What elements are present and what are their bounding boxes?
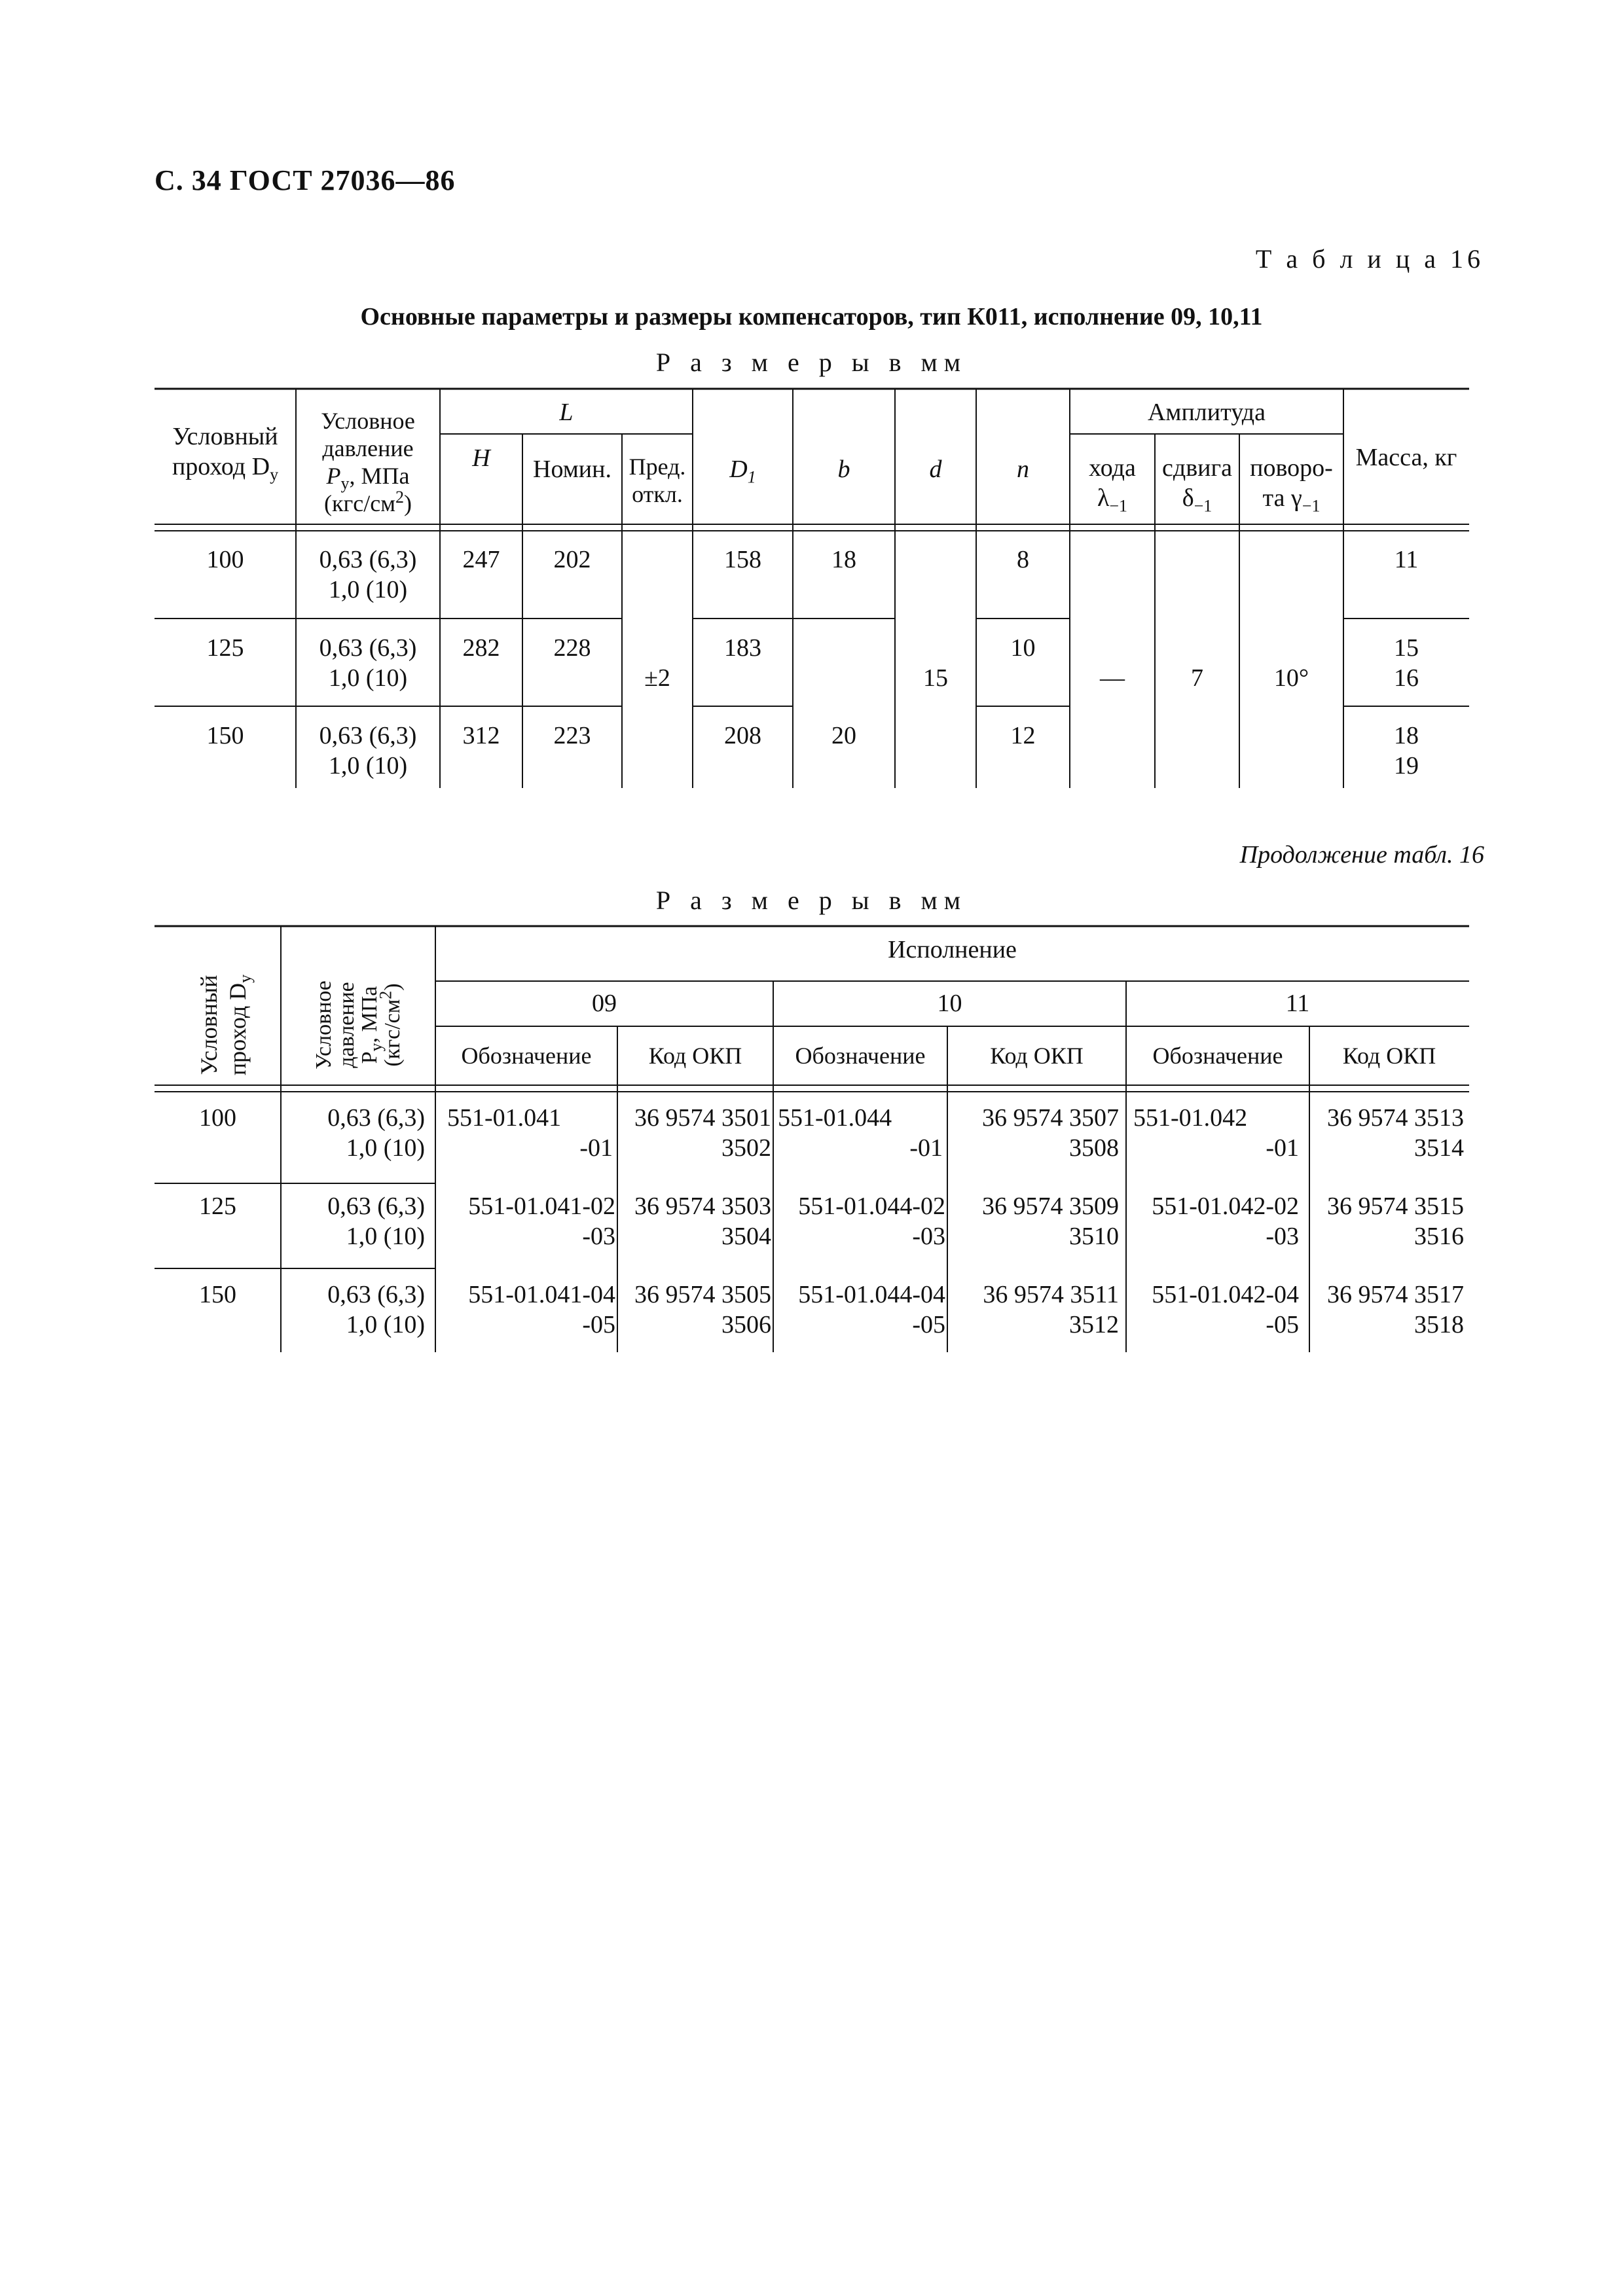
- t1-row1-D1: 158: [724, 546, 761, 573]
- t1-header-amplitude: Амплитуда: [1147, 399, 1266, 426]
- t2-row2-kod-09: 36 9574 3503 3504: [634, 1193, 771, 1250]
- t1-row2-dy: 125: [206, 634, 244, 662]
- t1-row3-L-nom: 223: [553, 722, 591, 749]
- t1-header-L: L: [559, 399, 574, 426]
- t2-header-kod-10: Код ОКП: [990, 1043, 1084, 1069]
- t2-row2-dy: 125: [199, 1193, 236, 1220]
- t1-header-povorota: поворо- та $\gamma_{-1}$: [1250, 454, 1333, 516]
- t1-row2-n: 10: [1010, 634, 1036, 662]
- t1-L-dev-merged: ±2: [644, 664, 670, 692]
- t2-row1-dy: 100: [199, 1104, 236, 1132]
- t2-row2-obozn-10: 551-01.044-02 -03: [798, 1193, 945, 1250]
- t2-row2-obozn-11: 551-01.042-02 -03: [1152, 1193, 1299, 1250]
- table1-units: Р а з м е р ы в мм: [655, 348, 968, 377]
- t1-row2-H: 282: [462, 634, 500, 662]
- t2-row1-kod-09: 36 9574 3501 3502: [634, 1104, 771, 1162]
- t1-header-mass: Масса, кг: [1355, 444, 1457, 471]
- t2-header-dy: Условный проход $D_у$: [196, 974, 255, 1076]
- page-header: С. 34 ГОСТ 27036—86: [155, 164, 456, 196]
- t1-row1-n: 8: [1017, 546, 1029, 573]
- t2-row3-kod-11: 36 9574 3517 3518: [1327, 1281, 1464, 1338]
- t1-row3-pressure: 0,63 (6,3) 1,0 (10): [319, 722, 417, 780]
- t2-row2-kod-11: 36 9574 3515 3516: [1327, 1193, 1464, 1250]
- t1-povorota-merged: 10°: [1273, 664, 1309, 692]
- t1-row2-pressure: 0,63 (6,3) 1,0 (10): [319, 634, 417, 692]
- t1-row2-L-nom: 228: [553, 634, 591, 662]
- t2-header-kod-11: Код ОКП: [1342, 1043, 1436, 1069]
- t2-row1-obozn-09: 551-01.041 -01: [447, 1104, 613, 1162]
- t2-header-obozn-09: Обозначение: [461, 1043, 592, 1069]
- t2-row2-kod-10: 36 9574 3509 3510: [982, 1193, 1119, 1250]
- t1-header-L-nom: Номин.: [533, 456, 611, 483]
- table1-title: Основные параметры и размеры компенсаторов, тип К011, исполнение 09, 10,11: [360, 303, 1263, 331]
- t2-row1-kod-10: 36 9574 3507 3508: [982, 1104, 1119, 1162]
- t1-row3-dy: 150: [206, 722, 244, 749]
- t2-row3-kod-09: 36 9574 3505 3506: [634, 1281, 771, 1338]
- t1-row1-mass: 11: [1394, 546, 1419, 573]
- t1-sdviga-merged: 7: [1191, 664, 1203, 692]
- table2-continuation: Продолжение табл. 16: [1239, 841, 1484, 869]
- table-label: Т а б л и ц а 16: [1255, 244, 1484, 274]
- t2-row1-pressure: 0,63 (6,3) 1,0 (10): [327, 1104, 425, 1162]
- t1-header-L-dev: Пред. откл.: [629, 454, 686, 507]
- t1-header-n: n: [1017, 456, 1029, 483]
- t1-header-d: d: [929, 456, 942, 483]
- t1-header-b: b: [837, 456, 850, 483]
- t2-row1-kod-11: 36 9574 3513 3514: [1327, 1104, 1464, 1162]
- t2-header-pressure: Условное давление $P_у$, МПа $(кгс/см^2)$: [312, 980, 405, 1069]
- t2-row1-obozn-11: 551-01.042 -01: [1133, 1104, 1299, 1162]
- t2-row2-pressure: 0,63 (6,3) 1,0 (10): [327, 1193, 425, 1250]
- t1-row1-L-nom: 202: [553, 546, 591, 573]
- t1-row3-H: 312: [462, 722, 500, 749]
- t1-row3-n: 12: [1010, 722, 1036, 749]
- t2-header-10: 10: [937, 990, 962, 1017]
- t2-header-ispolnenie: Исполнение: [888, 936, 1017, 963]
- t1-row1-dy: 100: [206, 546, 244, 573]
- t1-header-hoda: хода $\lambda_{-1}$: [1089, 454, 1136, 516]
- t2-row3-obozn-11: 551-01.042-04 -05: [1152, 1281, 1299, 1338]
- t1-row3-D1: 208: [724, 722, 761, 749]
- t2-row3-pressure: 0,63 (6,3) 1,0 (10): [327, 1281, 425, 1338]
- t2-row3-dy: 150: [199, 1281, 236, 1308]
- t2-row3-obozn-10: 551-01.044-04 -05: [798, 1281, 945, 1338]
- t1-d-merged: 15: [923, 664, 948, 692]
- t2-header-obozn-11: Обозначение: [1152, 1043, 1283, 1069]
- t2-row3-obozn-09: 551-01.041-04 -05: [468, 1281, 615, 1338]
- t1-header-pressure: Условное давление $P_у$, МПа $(кгс/см^2)$: [321, 408, 415, 516]
- t2-row1-obozn-10: 551-01.044 -01: [778, 1104, 943, 1162]
- t2-header-obozn-10: Обозначение: [795, 1043, 926, 1069]
- t1-header-D1: $D_1$: [729, 456, 756, 487]
- t2-header-09: 09: [592, 990, 617, 1017]
- t1-row23-b: 20: [831, 722, 856, 749]
- t1-row1-b: 18: [831, 546, 856, 573]
- t1-row3-mass: 18 19: [1394, 722, 1419, 780]
- t1-header-dy: Условный проход $D_у$: [172, 423, 279, 484]
- t1-row1-H: 247: [462, 546, 500, 573]
- t1-row1-pressure: 0,63 (6,3) 1,0 (10): [319, 546, 417, 603]
- t1-header-sdviga: сдвига $\delta_{-1}$: [1162, 454, 1232, 516]
- t2-header-kod-09: Код ОКП: [648, 1043, 742, 1069]
- t1-hoda-merged: —: [1100, 664, 1125, 692]
- table2-units: Р а з м е р ы в мм: [655, 886, 968, 915]
- t2-row3-kod-10: 36 9574 3511 3512: [983, 1281, 1119, 1338]
- t2-row2-obozn-09: 551-01.041-02 -03: [468, 1193, 615, 1250]
- t1-row2-D1: 183: [724, 634, 761, 662]
- t1-row2-mass: 15 16: [1394, 634, 1419, 692]
- t2-header-11: 11: [1285, 990, 1310, 1017]
- t1-header-H: H: [472, 444, 490, 472]
